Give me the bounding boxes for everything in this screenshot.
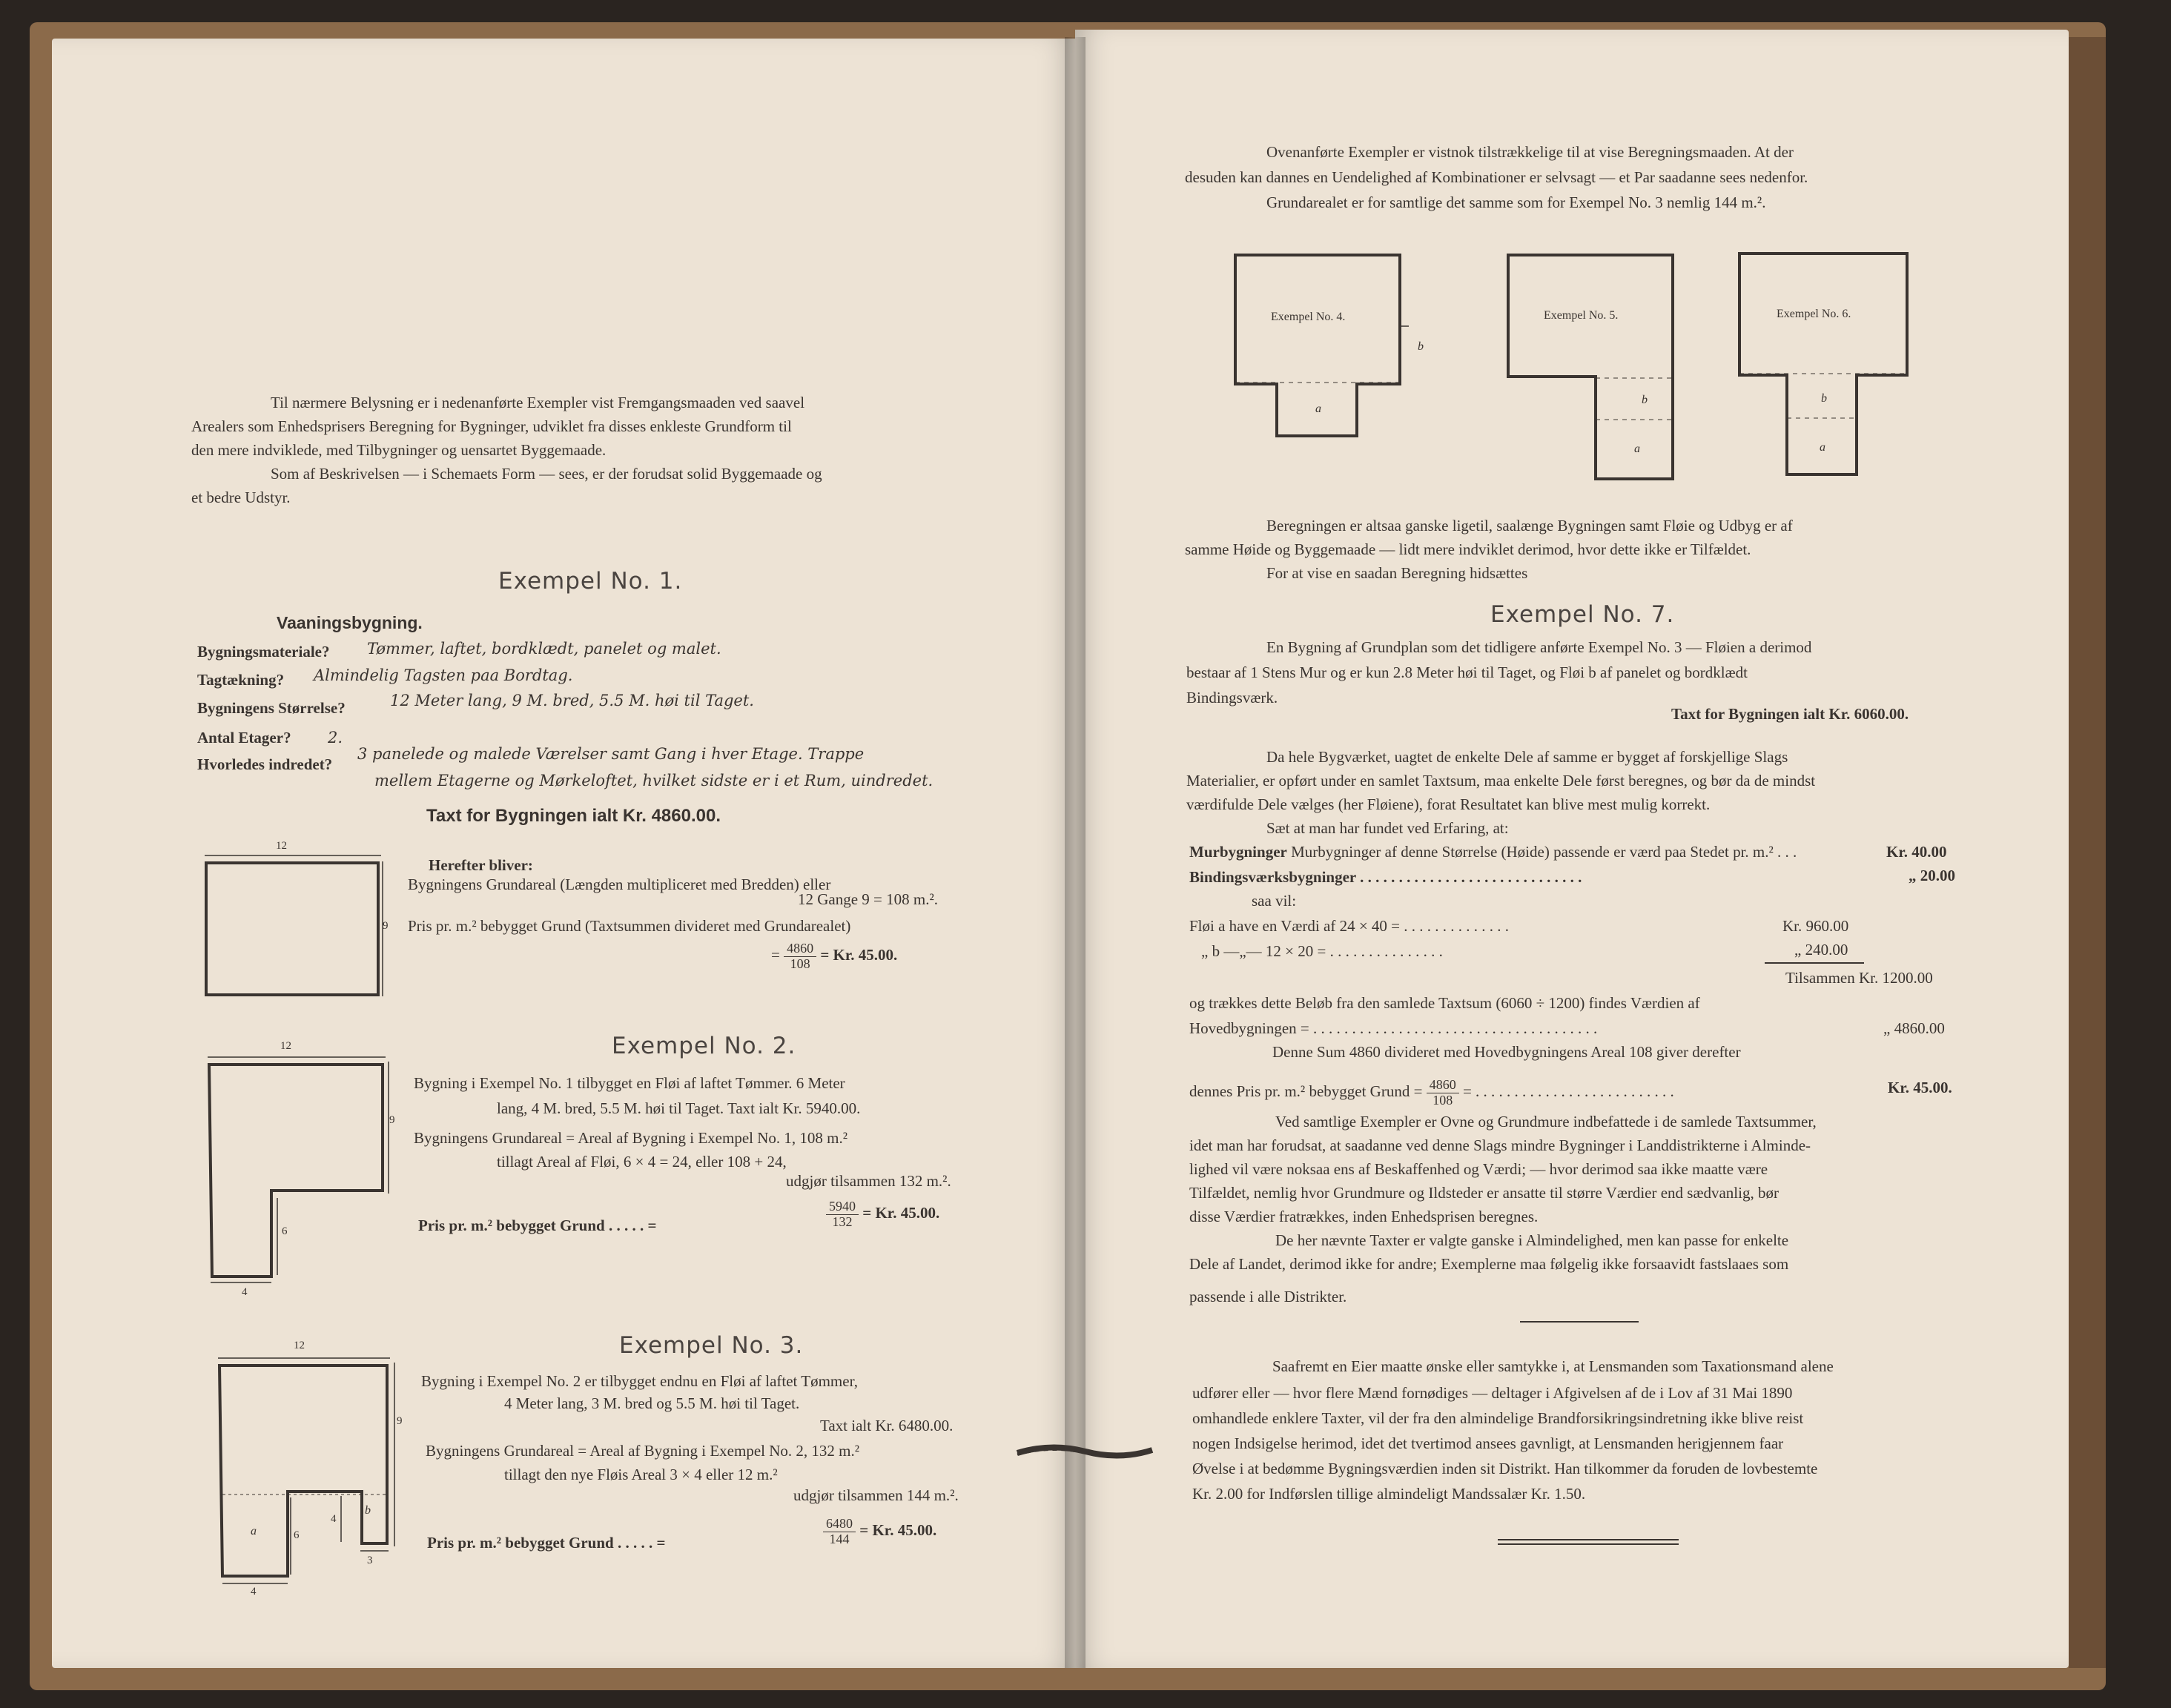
ex7-tilsammen: Tilsammen Kr. 1200.00 bbox=[1785, 969, 1933, 987]
de-her-line: passende i alle Distrikter. bbox=[1189, 1288, 1347, 1305]
ex7-trak: og trækkes dette Beløb fra den samlede Taxtsum (6060 ÷ 1200) findes Værdien af bbox=[1189, 994, 1700, 1012]
de-her-line: De her nævnte Taxter er valgte ganske i Almindelighed, men kan passe for enkelte bbox=[1275, 1231, 1789, 1249]
ex1-a4: 2. bbox=[328, 729, 343, 747]
sum-rule bbox=[1765, 962, 1864, 964]
ex1-q3: Bygningens Størrelse? bbox=[197, 699, 346, 717]
ex7-para: værdifulde Dele vælges (her Fløiene), forat Resultatet kan blive mest mulig korrekt. bbox=[1186, 795, 1711, 813]
ex7-pris: dennes Pris pr. m.² bebygget Grund = $\frac{4860}{108}$ = . . . . . . . . . . . . . . . . . . . . . . . . . . bbox=[1189, 1077, 1674, 1108]
ex3-line: Bygning i Exempel No. 2 er tilbygget endnu en Fløi af laftet Tømmer, bbox=[421, 1372, 858, 1390]
ex1-q5: Hvorledes indredet? bbox=[197, 755, 333, 773]
ex1-dim-side: 9 bbox=[383, 920, 389, 932]
ex2-dim-top: 12 bbox=[280, 1040, 291, 1052]
saafremt-line: Øvelse i at bedømme Bygningsværdien inden sit Distrikt. Han tilkommer da foruden de lovbestemte bbox=[1192, 1460, 1818, 1477]
saafremt-line: omhandlede enklere Taxter, vil der fra den almindelige Brandforsikringsindretning ikke blive reist bbox=[1192, 1409, 1804, 1427]
ex3-calc: $\frac{6480}{144}$ = Kr. 45.00. bbox=[823, 1517, 936, 1547]
bereg-line: For at vise en saadan Beregning hidsættes bbox=[1266, 564, 1528, 582]
ved-line: disse Værdier fratrækkes, inden Enhedsprisen beregnes. bbox=[1189, 1208, 1539, 1225]
ex3-dim-4: 4 bbox=[331, 1513, 337, 1525]
ex7-bind: Bindingsværksbygninger . . . . . . . . . . . . . . . . . . . . . . . . . . . . . bbox=[1189, 868, 1582, 886]
ex2-calc: $\frac{5940}{132}$ = Kr. 45.00. bbox=[826, 1199, 939, 1230]
ex3-dim-bottom: 4 bbox=[251, 1586, 257, 1598]
saafremt-line: Saafremt en Eier maatte ønske eller samtykke i, at Lensmanden som Taxationsmand alene bbox=[1272, 1357, 1834, 1375]
ex7-saa: saa vil: bbox=[1252, 892, 1297, 910]
ex7-trak-value: „ 4860.00 bbox=[1883, 1019, 1945, 1037]
ex4-label-a: a bbox=[1315, 403, 1321, 415]
ex7-taxt: Taxt for Bygningen ialt Kr. 6060.00. bbox=[1671, 705, 1909, 723]
intro-line: Til nærmere Belysning er i nedenanførte Exempler vist Fremgangsmaaden ved saavel bbox=[271, 394, 805, 411]
ex1-title: Exempel No. 1. bbox=[498, 568, 683, 595]
section-divider bbox=[1520, 1321, 1639, 1323]
ex7-title: Exempel No. 7. bbox=[1490, 601, 1675, 628]
ex1-q2: Tagtækning? bbox=[197, 671, 285, 689]
right-intro: desuden kan dannes en Uendelighed af Kombinationer er selvsagt — et Par saadanne sees nedenfor. bbox=[1185, 168, 1808, 186]
ex2-line: Bygningens Grundareal = Areal af Bygning i Exempel No. 1, 108 m.² bbox=[414, 1129, 848, 1147]
ex3-line: udgjør tilsammen 144 m.². bbox=[793, 1486, 959, 1504]
end-rule bbox=[1498, 1543, 1679, 1545]
ex3-pris: Pris pr. m.² bebygget Grund . . . . . = bbox=[427, 1534, 666, 1552]
ex2-dim-wing: 6 bbox=[282, 1225, 288, 1237]
intro-line: den mere indviklede, med Tilbygninger og uensartet Byggemaade. bbox=[191, 441, 607, 459]
ex5-label-a: a bbox=[1634, 443, 1640, 455]
ex1-q4: Antal Etager? bbox=[197, 729, 291, 747]
ved-line: Ved samtlige Exempler er Ovne og Grundmure indbefattede i de samlede Taxtsummer, bbox=[1275, 1113, 1817, 1131]
ex2-line: udgjør tilsammen 132 m.². bbox=[786, 1172, 951, 1190]
ex3-label-b: b bbox=[365, 1504, 371, 1517]
ex3-line: Taxt ialt Kr. 6480.00. bbox=[820, 1417, 954, 1434]
ex5-label-b: b bbox=[1642, 394, 1648, 406]
ex7-para: Sæt at man har fundet ved Erfaring, at: bbox=[1266, 819, 1509, 837]
ex1-grund-a: Bygningens Grundareal (Længden multipliceret med Bredden) eller bbox=[408, 875, 831, 893]
ex1-fraction: $\frac{4860}{108}$ bbox=[784, 941, 816, 972]
ex7-fraction: $\frac{4860}{108}$ bbox=[1427, 1078, 1459, 1108]
ex2-fraction: $\frac{5940}{132}$ bbox=[826, 1199, 859, 1230]
ex5-floor-plan bbox=[1505, 252, 1683, 482]
ex7-line: Bindingsværk. bbox=[1186, 689, 1278, 706]
ex3-dim-top: 12 bbox=[294, 1340, 305, 1351]
ved-line: Tilfældet, nemlig hvor Grundmure og Ildsteder er ansatte til større Værdier end sædvanlig, bør bbox=[1189, 1184, 1779, 1202]
ex6-label: Exempel No. 6. bbox=[1777, 308, 1851, 320]
ex2-pris: Pris pr. m.² bebygget Grund . . . . . = bbox=[418, 1217, 657, 1234]
ex2-floor-plan bbox=[200, 1045, 400, 1290]
ex2-dim-bottom: 4 bbox=[242, 1286, 248, 1298]
ex7-bind-value: „ 20.00 bbox=[1909, 867, 1955, 884]
ex7-floi-b: „ b —„— 12 × 20 = . . . . . . . . . . . . . . . bbox=[1201, 942, 1443, 960]
ex7-floi-a: Fløi a have en Værdi af 24 × 40 = . . . . . . . . . . . . . . bbox=[1189, 917, 1510, 935]
bereg-line: samme Høide og Byggemaade — lidt mere indviklet derimod, hvor dette ikke er Tilfældet. bbox=[1185, 540, 1751, 558]
ex1-pris: Pris pr. m.² bebygget Grund (Taxtsummen divideret med Grundarealet) bbox=[408, 917, 851, 935]
ex3-floor-plan bbox=[208, 1349, 408, 1601]
ex1-a3: 12 Meter lang, 9 M. bred, 5.5 M. høi til Taget. bbox=[390, 692, 754, 709]
ex3-title: Exempel No. 3. bbox=[619, 1332, 804, 1359]
ex7-floi-b-value: „ 240.00 bbox=[1794, 941, 1848, 959]
ex3-fraction: $\frac{6480}{144}$ bbox=[823, 1517, 856, 1547]
ex7-line: bestaar af 1 Stens Mur og er kun 2.8 Meter høi til Taget, og Fløi b af panelet og bordklædt bbox=[1186, 663, 1748, 681]
ex3-label-a: a bbox=[251, 1525, 257, 1537]
ex1-calc: = $\frac{4860}{108}$ = Kr. 45.00. bbox=[771, 941, 898, 971]
ex6-label-b: b bbox=[1821, 392, 1827, 405]
ex1-taxt: Taxt for Bygningen ialt Kr. 4860.00. bbox=[426, 806, 721, 826]
ex4-label-b: b bbox=[1418, 340, 1424, 353]
ex3-dim-3: 3 bbox=[367, 1555, 373, 1566]
ex1-a2: Almindelig Tagsten paa Bordtag. bbox=[314, 666, 573, 684]
ex6-floor-plan bbox=[1737, 251, 1914, 480]
page-edge bbox=[2069, 37, 2106, 1668]
ex4-floor-plan bbox=[1231, 252, 1416, 445]
intro-line: et bedre Udstyr. bbox=[191, 489, 291, 506]
ex3-line: Bygningens Grundareal = Areal af Bygning i Exempel No. 2, 132 m.² bbox=[426, 1442, 860, 1460]
bereg-line: Beregningen er altsaa ganske ligetil, saalænge Bygningen samt Fløie og Udbyg er af bbox=[1266, 517, 1793, 534]
intro-line: Som af Beskrivelsen — i Schemaets Form — sees, er der forudsat solid Byggemaade og bbox=[271, 465, 822, 483]
ex1-grund-b: 12 Gange 9 = 108 m.². bbox=[798, 890, 939, 908]
ex2-title: Exempel No. 2. bbox=[612, 1033, 796, 1059]
ex3-line: tillagt den nye Fløis Areal 3 × 4 eller 12 m.² bbox=[504, 1466, 778, 1483]
ex7-pris-value: Kr. 45.00. bbox=[1888, 1079, 1952, 1096]
saafremt-line: Kr. 2.00 for Indførslen tillige almindeligt Mandssalær Kr. 1.50. bbox=[1192, 1485, 1586, 1503]
book-gutter bbox=[1065, 37, 1086, 1668]
saafremt-line: nogen Indsigelse herimod, idet det tvertimod ansees gavnligt, at Lensmanden herigjennem faar bbox=[1192, 1434, 1784, 1452]
end-rule bbox=[1498, 1539, 1679, 1540]
ex1-a5a: 3 panelede og malede Værelser samt Gang i hver Etage. Trappe bbox=[357, 745, 865, 763]
ex7-mur: Murbygninger Murbygninger af denne Størrelse (Høide) passende er værd paa Stedet pr. m.² . . . bbox=[1189, 843, 1797, 861]
ved-line: lighed vil være noksaa ens af Beskaffenhed og Værdi; — hvor derimod saa ikke maatte være bbox=[1189, 1160, 1768, 1178]
ved-line: idet man har forudsat, at saadanne ved denne Slags mindre Bygninger i Landdistrikterne i Alminde- bbox=[1189, 1136, 1811, 1154]
ex2-line: tillagt Areal af Fløi, 6 × 4 = 24, eller 108 + 24, bbox=[497, 1153, 787, 1171]
ex2-line: lang, 4 M. bred, 5.5 M. høi til Taget. Taxt ialt Kr. 5940.00. bbox=[497, 1099, 861, 1117]
ex7-denne: Denne Sum 4860 divideret med Hovedbygningens Areal 108 giver derefter bbox=[1272, 1043, 1741, 1061]
intro-line: Arealers som Enhedsprisers Beregning for Bygninger, udviklet fra disses enkleste Grundform til bbox=[191, 417, 792, 435]
binding-thread bbox=[1014, 1441, 1155, 1463]
ex7-trak: Hovedbygningen = . . . . . . . . . . . . . . . . . . . . . . . . . . . . . . . . . . . . . bbox=[1189, 1019, 1598, 1037]
ex7-para: Da hele Bygværket, uagtet de enkelte Dele af samme er bygget af forskjellige Slags bbox=[1266, 748, 1788, 766]
ex3-dim-6: 6 bbox=[294, 1529, 300, 1541]
ex1-a1: Tømmer, laftet, bordklædt, panelet og malet. bbox=[367, 640, 721, 658]
ex1-a5b: mellem Etagerne og Mørkeloftet, hvilket sidste er i et Rum, uindredet. bbox=[374, 772, 934, 790]
saafremt-line: udfører eller — hvor flere Mænd fornødiges — deltager i Afgivelsen af de i Lov af 31 Mai 1890 bbox=[1192, 1384, 1793, 1402]
right-intro: Grundarealet er for samtlige det samme som for Exempel No. 3 nemlig 144 m.². bbox=[1266, 193, 1766, 211]
ex3-line: 4 Meter lang, 3 M. bred og 5.5 M. høi til Taget. bbox=[504, 1394, 800, 1412]
ex7-line: En Bygning af Grundplan som det tidligere anførte Exempel No. 3 — Fløien a derimod bbox=[1266, 638, 1812, 656]
ex7-para: Materialier, er opført under en samlet Taxtsum, maa enkelte Dele først beregnes, og bør da de mindst bbox=[1186, 772, 1816, 790]
ex7-floi-a-value: Kr. 960.00 bbox=[1782, 917, 1849, 935]
ex2-dim-side: 9 bbox=[389, 1114, 395, 1126]
ex1-dim-top: 12 bbox=[276, 840, 287, 852]
right-intro: Ovenanførte Exempler er vistnok tilstrækkelige til at vise Beregningsmaaden. At der bbox=[1266, 143, 1794, 161]
ex5-label: Exempel No. 5. bbox=[1544, 309, 1619, 322]
ex4-label: Exempel No. 4. bbox=[1271, 311, 1346, 323]
ex1-herefter: Herefter bliver: bbox=[429, 856, 533, 874]
ex2-line: Bygning i Exempel No. 1 tilbygget en Fløi af laftet Tømmer. 6 Meter bbox=[414, 1074, 845, 1092]
ex7-mur-value: Kr. 40.00 bbox=[1886, 843, 1947, 861]
ex3-dim-side: 9 bbox=[397, 1415, 403, 1427]
ex1-subtitle: Vaaningsbygning. bbox=[277, 613, 423, 632]
ex1-q1: Bygningsmateriale? bbox=[197, 643, 330, 661]
de-her-line: Dele af Landet, derimod ikke for andre; Exemplerne maa følgelig ikke forsaavidt fastslaaes som bbox=[1189, 1255, 1789, 1273]
ex1-floor-plan bbox=[200, 845, 393, 1008]
ex6-label-a: a bbox=[1820, 441, 1825, 454]
